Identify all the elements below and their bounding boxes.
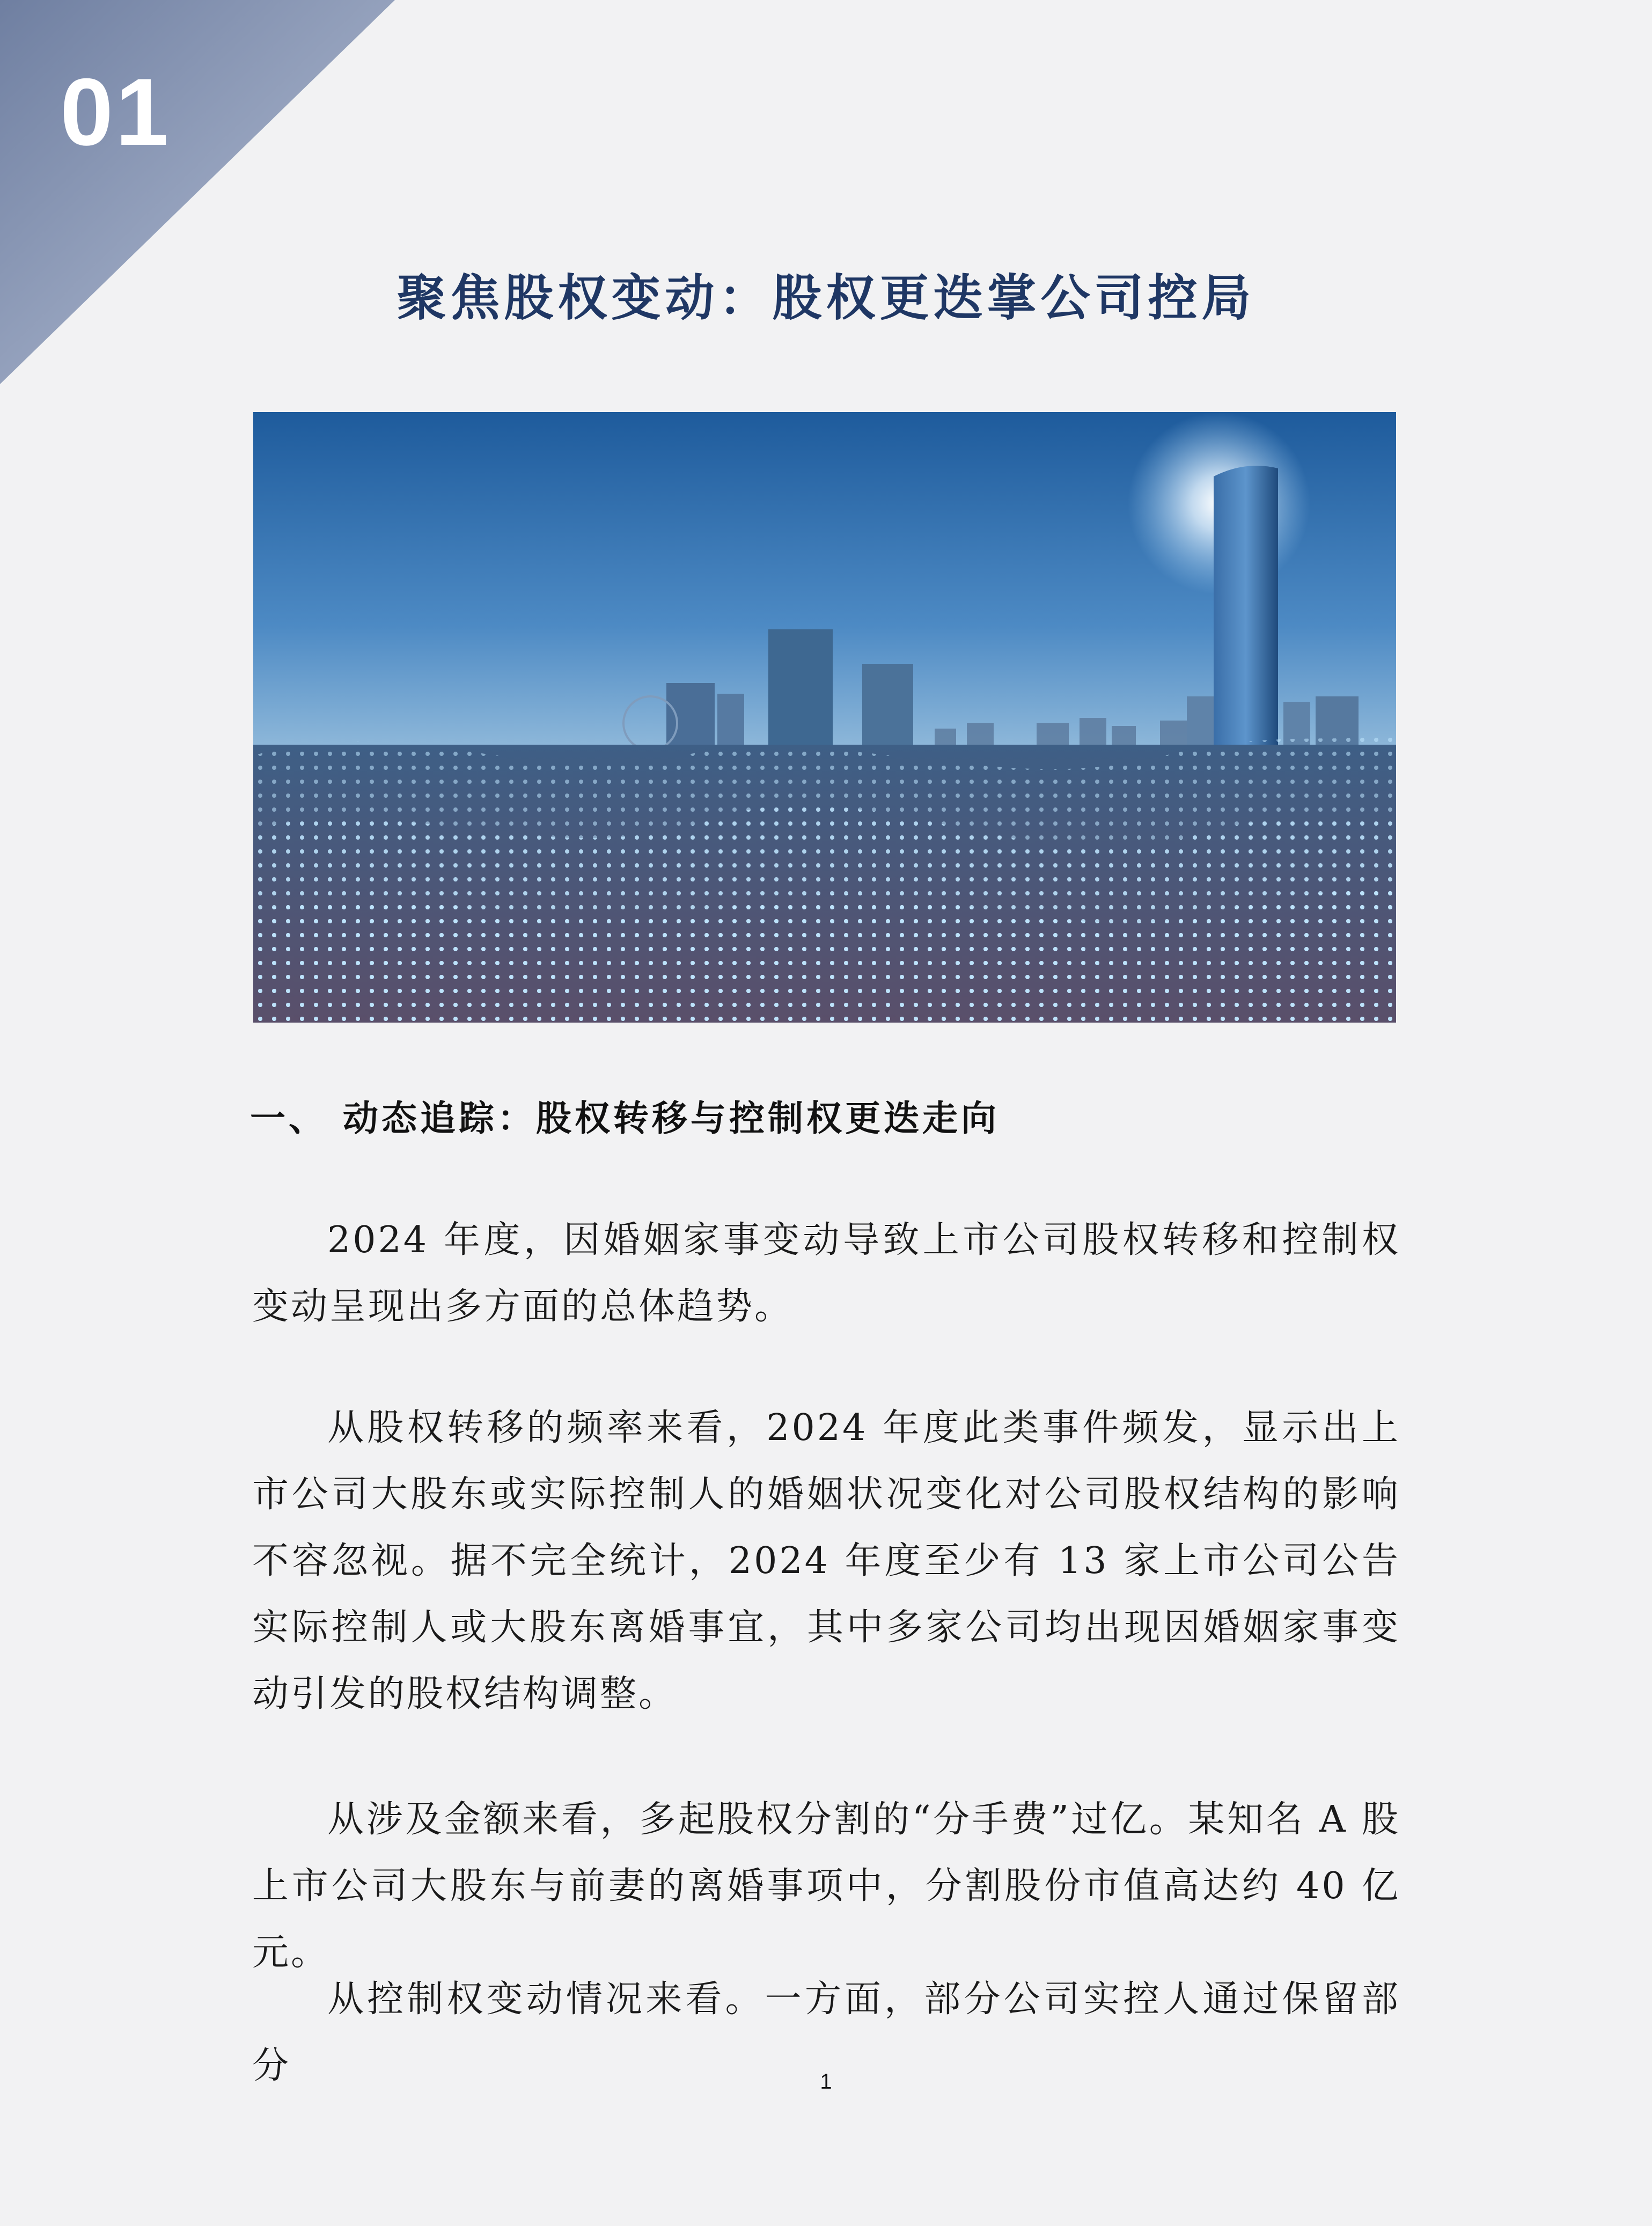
page-number: 1 xyxy=(820,2070,832,2093)
corner-triangle-shape xyxy=(0,0,397,386)
chapter-number: 01 xyxy=(60,58,171,165)
page-title: 聚焦股权变动：股权更迭掌公司控局 xyxy=(397,269,1255,327)
city-skyline-image xyxy=(253,412,1396,1023)
city-skyline-illustration xyxy=(253,412,1396,1023)
section-heading: 一、 动态追踪：股权转移与控制权更迭走向 xyxy=(250,1097,1000,1139)
body-paragraph: 从涉及金额来看，多起股权分割的“分手费”过亿。某知名 A 股上市公司大股东与前妻的离婚事项中，分割股份市值高达约 40 亿元。 xyxy=(252,1798,1400,1974)
body-paragraph: 2024 年度，因婚姻家事变动导致上市公司股权转移和控制权变动呈现出多方面的总体趋势。 xyxy=(252,1219,1400,1328)
body-paragraph: 从股权转移的频率来看，2024 年度此类事件频发，显示出上市公司大股东或实际控制人的婚姻状况变化对公司股权结构的影响不容忽视。据不完全统计，2024 年度至少有 13 家上市公司公告实际控制人或大股东离婚事宜，其中多家公司均出现因婚姻家事变动引发的股权结构调整。 xyxy=(252,1407,1400,1715)
chapter-corner-banner xyxy=(0,0,397,386)
body-paragraph: 从控制权变动情况来看。一方面，部分公司实控人通过保留部分 xyxy=(252,1978,1400,2087)
